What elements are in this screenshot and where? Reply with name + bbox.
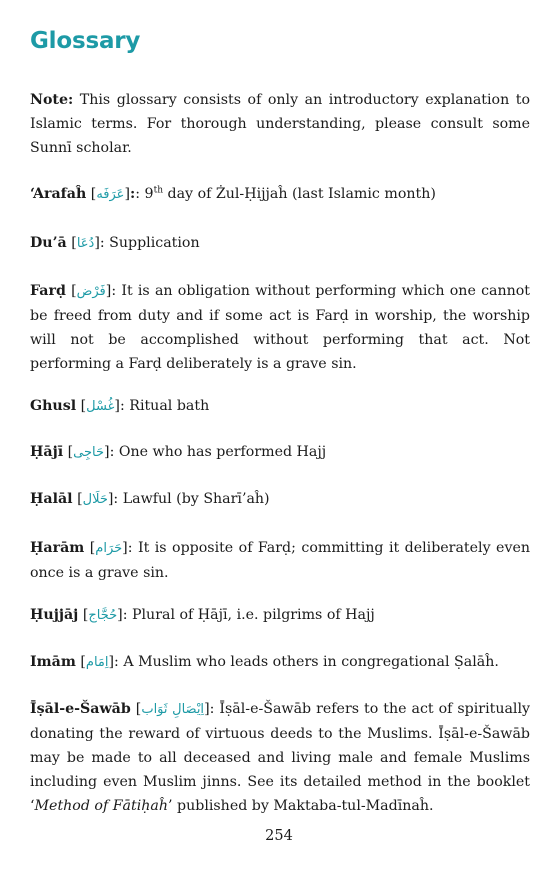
note-label: Note: (30, 92, 74, 108)
entry-term: Ḥājī (30, 444, 64, 460)
entry-arabic: حَاجِى (73, 445, 105, 460)
entry-term: Īṣāl-e-Šawāb (30, 701, 131, 717)
glossary-entry-haji: Ḥājī [حَاجِى]: One who has performed Hajj (30, 444, 327, 460)
entry-arabic: فَرْض (76, 284, 106, 299)
entry-definition: : Plural of Ḥājī, i.e. pilgrims of Hajj (122, 607, 375, 623)
entry-definition: : It is opposite of Farḍ; committing it deliberately even once is a grave sin. (30, 540, 530, 581)
glossary-entry-imam: Imām [اِمَام]: A Muslim who leads others in congregational Ṣalāĥ. (30, 654, 499, 670)
entry-term: Imām (30, 654, 76, 670)
page-title: Glossary (30, 28, 141, 54)
glossary-entry-dua: Du’ā [دُعَا]: Supplication (30, 235, 200, 251)
entry-term: Farḍ (30, 283, 66, 299)
glossary-entry-isal-e-sawab: Īṣāl-e-Šawāb [اِیْصَالِ ثَوَاب]: Īṣāl-e-Šawāb refers to the act of spiritually donating the reward of virtuous deeds to the Muslims. Īṣāl-e-Šawāb may be made to all deceased and living male and female Muslims including even Muslim jinns. See its detailed method in the booklet ‘Method of Fātiḥaĥ’ published by Maktaba-tul-Madīnaĥ. (30, 701, 531, 814)
entry-term: ‘Arafaĥ (30, 186, 87, 202)
entry-term: Ḥarām (30, 540, 85, 556)
booklet-title: Method of Fātiḥaĥ (34, 798, 168, 814)
entry-arabic: عَرَفَه (96, 187, 125, 202)
entry-definition: : Lawful (by Sharī’aĥ) (113, 491, 270, 507)
glossary-entry-arafah: ‘Arafaĥ [عَرَفَه]:: 9th day of Żul-Ḥijjaĥ (last Islamic month) (30, 185, 436, 202)
entry-definition: : A Muslim who leads others in congregational Ṣalāĥ. (114, 654, 499, 670)
entry-term: Ḥujjāj (30, 607, 79, 623)
entry-term: Ḥalāl (30, 491, 73, 507)
glossary-entry-haram: Ḥarām [حَرَام]: It is opposite of Farḍ; committing it deliberately even once is a grave sin. (30, 540, 530, 581)
entry-definition: : Ritual bath (119, 398, 210, 414)
glossary-entry-fard: Farḍ [فَرْض]: It is an obligation without performing which one cannot be freed from duty and if some act is Farḍ in worship, the worship will not be accomplished without performing that act. Not performing a Farḍ deliberately is a grave sin. (30, 283, 530, 372)
entry-term: Du’ā (30, 235, 67, 251)
entry-definition-pre: : 9 (135, 186, 154, 202)
entry-definition: ’ published by Maktaba-tul-Madīnaĥ. (168, 798, 434, 814)
entry-term: Ghusl (30, 398, 77, 414)
entry-definition: : Supplication (99, 235, 200, 251)
entry-definition-pre: : Īṣāl-e-Šawāb refers to the act of spiritually donating the reward of virtuous deeds to the Muslims. Īṣāl-e-Šawāb may be made to all deceased and living male and female Muslims including even Muslim jinns. See its detailed method in the booklet ‘ (30, 701, 531, 814)
entry-definition: : It is an obligation without performing which one cannot be freed from duty and if some act is Farḍ in worship, the worship will not be accomplished without performing that act. Not performing a Farḍ deliberately is a grave sin. (30, 283, 530, 372)
entry-arabic: حُجَّاج (88, 608, 118, 623)
entry-arabic: اِمَام (85, 655, 109, 670)
entry-arabic: دُعَا (76, 236, 95, 251)
entry-arabic: اِیْصَالِ ثَوَاب (141, 702, 205, 717)
entry-arabic: حَلَال (82, 492, 108, 507)
note-text: This glossary consists of only an introductory explanation to Islamic terms. For thorough understanding, please consult some Sunnī scholar. (30, 92, 530, 156)
entry-arabic: حَرَام (95, 541, 123, 556)
page-number: 254 (265, 828, 293, 844)
entry-definition: : One who has performed Hajj (109, 444, 327, 460)
entry-arabic: غُسْل (86, 399, 115, 414)
glossary-note (30, 88, 530, 160)
entry-superscript: th (153, 185, 163, 196)
glossary-entry-ghusl: Ghusl [غُسْل]: Ritual bath (30, 398, 210, 414)
glossary-entry-hujjaj: Ḥujjāj [حُجَّاج]: Plural of Ḥājī, i.e. pilgrims of Hajj (30, 607, 375, 623)
entry-definition: day of Żul-Ḥijjaĥ (last Islamic month) (163, 186, 436, 202)
glossary-entry-halal: Ḥalāl [حَلَال]: Lawful (by Sharī’aĥ) (30, 491, 270, 507)
